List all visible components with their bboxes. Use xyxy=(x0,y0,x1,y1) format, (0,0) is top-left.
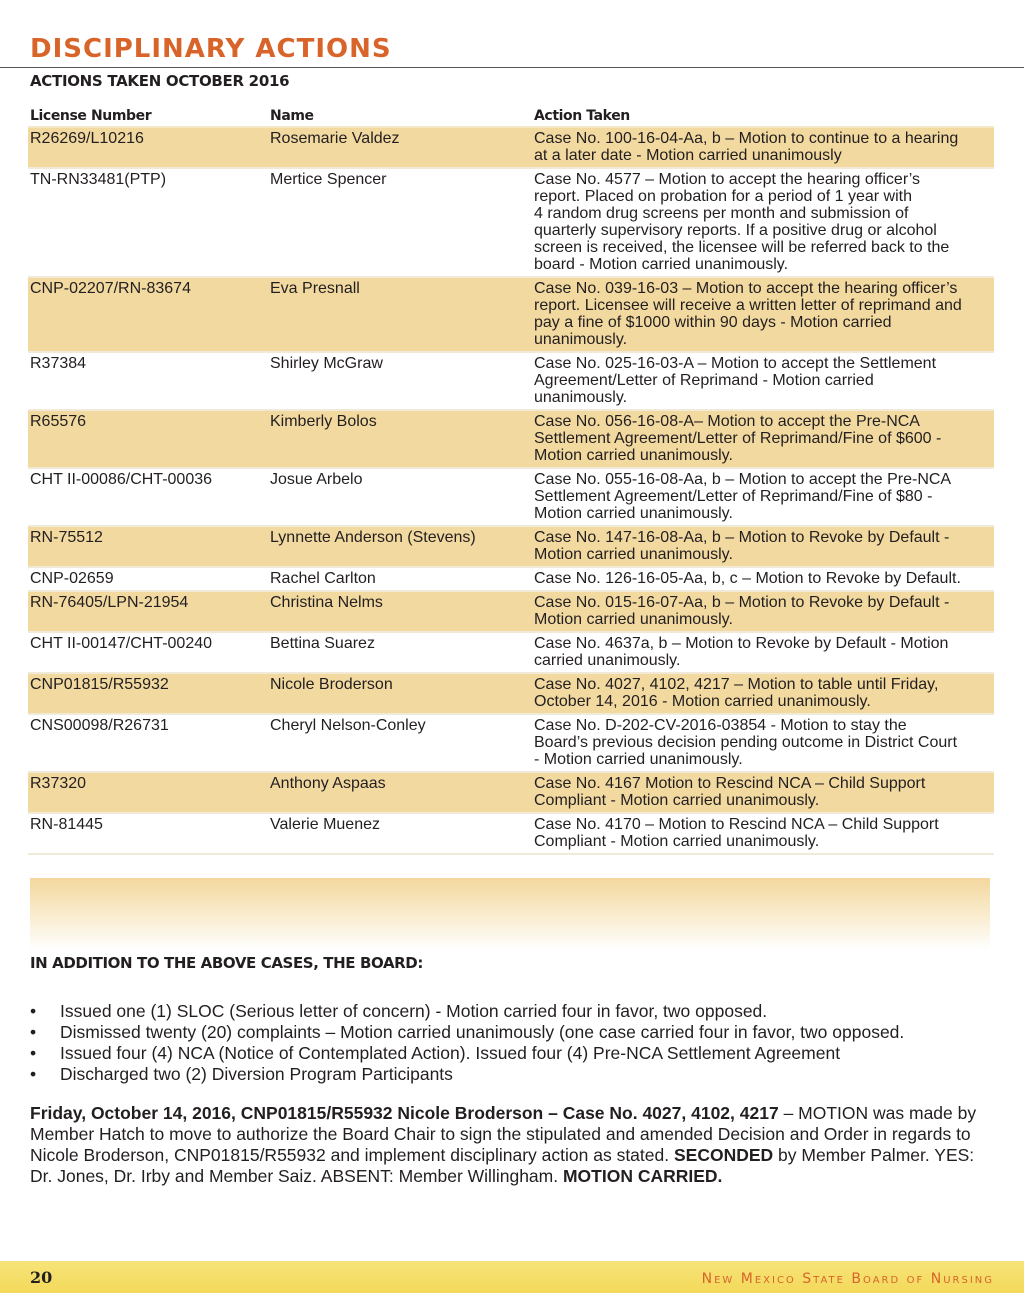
table-row xyxy=(28,411,994,469)
section-subtitle: ACTIONS TAKEN OCTOBER 2016 xyxy=(30,72,290,90)
name-cell: Christina Nelms xyxy=(270,594,383,611)
action-cell: Case No. 4170 – Motion to Rescind NCA – Child Support Compliant - Motion carried unanimously. xyxy=(534,816,939,850)
bullet-marker: • xyxy=(30,1043,37,1063)
table-row xyxy=(28,592,994,633)
list-item xyxy=(30,1001,904,1022)
license-cell: CNP-02207/RN-83674 xyxy=(30,280,191,297)
license-cell: RN-76405/LPN-21954 xyxy=(30,594,189,611)
list-item xyxy=(30,1043,904,1064)
table-row xyxy=(28,674,994,715)
license-cell: CNP-02659 xyxy=(30,570,114,587)
name-cell: Anthony Aspaas xyxy=(270,775,386,792)
name-cell: Nicole Broderson xyxy=(270,676,393,693)
name-cell: Mertice Spencer xyxy=(270,171,387,188)
action-cell: Case No. 4027, 4102, 4217 – Motion to table until Friday, October 14, 2016 - Motion carried unanimously. xyxy=(534,676,939,710)
name-cell: Shirley McGraw xyxy=(270,355,383,372)
license-cell: R37320 xyxy=(30,775,87,792)
license-cell: R26269/L10216 xyxy=(30,130,144,147)
action-cell: Case No. 015-16-07-Aa, b – Motion to Revoke by Default - Motion carried unanimously. xyxy=(534,594,950,628)
action-cell: Case No. 4167 Motion to Rescind NCA – Child Support Compliant - Motion carried unanimously. xyxy=(534,775,926,809)
list-item-text: Dismissed twenty (20) complaints – Motion carried unanimously (one case carried four in favor, two opposed. xyxy=(60,1022,905,1042)
title-divider xyxy=(0,67,1024,68)
bullet-marker: • xyxy=(30,1022,37,1042)
friday-text-part1: – MOTION was made by Member Hatch to move to authorize the Board Chair to sign the stipulated and amended Decision and Order in regards to Nicole Broderson, CNP01815/R55932 and implement disciplinary action as stated. xyxy=(30,1103,977,1165)
column-header-license: License Number xyxy=(30,108,152,124)
action-cell: Case No. 4577 – Motion to accept the hearing officer’s report. Placed on probation for a period of 1 year with 4 random drug screens per month and submission of quarterly supervisory reports. If a positive drug or alcohol screen is received, the licensee will be referred back to the board - Motion carried unanimously. xyxy=(534,171,950,273)
page-title: DISCIPLINARY ACTIONS xyxy=(30,34,392,64)
table-row xyxy=(28,568,994,592)
list-item-text: Discharged two (2) Diversion Program Participants xyxy=(60,1064,453,1084)
license-cell: R65576 xyxy=(30,413,87,430)
name-cell: Lynnette Anderson (Stevens) xyxy=(270,529,476,546)
name-cell: Valerie Muenez xyxy=(270,816,380,833)
table-row xyxy=(28,169,994,278)
friday-motion-paragraph xyxy=(30,1103,998,1187)
table-header xyxy=(28,108,994,128)
table-row xyxy=(28,773,994,814)
action-cell: Case No. 039-16-03 – Motion to accept the hearing officer’s report. Licensee will receive a written letter of reprimand and pay a fine of $1000 within 90 days - Motion carried unanimously. xyxy=(534,280,962,348)
list-item-text: Issued four (4) NCA (Notice of Contemplated Action). Issued four (4) Pre-NCA Settlement Agreement xyxy=(60,1043,841,1063)
license-cell: R37384 xyxy=(30,355,87,372)
name-cell: Rosemarie Valdez xyxy=(270,130,400,147)
name-cell: Kimberly Bolos xyxy=(270,413,377,430)
list-item xyxy=(30,1064,904,1085)
table-row xyxy=(28,278,994,353)
license-cell: RN-81445 xyxy=(30,816,103,833)
license-cell: RN-75512 xyxy=(30,529,103,546)
action-cell: Case No. D-202-CV-2016-03854 - Motion to stay the Board’s previous decision pending outcome in District Court - Motion carried unanimously. xyxy=(534,717,958,768)
name-cell: Rachel Carlton xyxy=(270,570,376,587)
table-row xyxy=(28,633,994,674)
additional-actions-heading: IN ADDITION TO THE ABOVE CASES, THE BOARD: xyxy=(30,954,423,972)
action-cell: Case No. 055-16-08-Aa, b – Motion to accept the Pre-NCA Settlement Agreement/Letter of Reprimand/Fine of $80 - Motion carried unanimously. xyxy=(534,471,952,522)
name-cell: Josue Arbelo xyxy=(270,471,363,488)
table-row xyxy=(28,469,994,527)
table-body xyxy=(28,128,994,855)
table-row xyxy=(28,527,994,568)
bullet-marker: • xyxy=(30,1064,37,1084)
column-header-name: Name xyxy=(270,108,314,124)
friday-lead: Friday, October 14, 2016, CNP01815/R55932 Nicole Broderson – Case No. 4027, 4102, 4217 xyxy=(30,1103,779,1123)
license-cell: CNS00098/R26731 xyxy=(30,717,169,734)
motion-carried-label: MOTION CARRIED. xyxy=(562,1166,723,1186)
license-cell: CHT II-00147/CHT-00240 xyxy=(30,635,213,652)
action-cell: Case No. 4637a, b – Motion to Revoke by Default - Motion carried unanimously. xyxy=(534,635,949,669)
name-cell: Eva Presnall xyxy=(270,280,360,297)
decorative-gradient-panel xyxy=(30,878,990,950)
page-number: 20 xyxy=(30,1268,53,1287)
footer-organization: New Mexico State Board of Nursing xyxy=(701,1271,994,1287)
table-row xyxy=(28,715,994,773)
list-item xyxy=(30,1022,904,1043)
license-cell: TN-RN33481(PTP) xyxy=(30,171,167,188)
column-header-action: Action Taken xyxy=(534,108,630,124)
table-row xyxy=(28,128,994,169)
license-cell: CNP01815/R55932 xyxy=(30,676,169,693)
action-cell: Case No. 056-16-08-A– Motion to accept the Pre-NCA Settlement Agreement/Letter of Reprimand/Fine of $600 - Motion carried unanimously. xyxy=(534,413,942,464)
action-cell: Case No. 025-16-03-A – Motion to accept the Settlement Agreement/Letter of Reprimand - Motion carried unanimously. xyxy=(534,355,937,406)
actions-table xyxy=(28,108,994,855)
table-row xyxy=(28,814,994,855)
table-row xyxy=(28,353,994,411)
friday-text-part2: by Member Palmer. YES: Dr. Jones, Dr. Irby and Member Saiz. ABSENT: Member Willingham. xyxy=(30,1145,975,1186)
name-cell: Cheryl Nelson-Conley xyxy=(270,717,426,734)
license-cell: CHT II-00086/CHT-00036 xyxy=(30,471,213,488)
action-cell: Case No. 100-16-04-Aa, b – Motion to continue to a hearing at a later date - Motion carried unanimously xyxy=(534,130,959,164)
additional-actions-list xyxy=(30,1001,904,1085)
action-cell: Case No. 147-16-08-Aa, b – Motion to Revoke by Default - Motion carried unanimously. xyxy=(534,529,950,563)
list-item-text: Issued one (1) SLOC (Serious letter of concern) - Motion carried four in favor, two opposed. xyxy=(60,1001,768,1021)
seconded-label: SECONDED xyxy=(673,1145,774,1165)
bullet-marker: • xyxy=(30,1001,37,1021)
name-cell: Bettina Suarez xyxy=(270,635,375,652)
action-cell: Case No. 126-16-05-Aa, b, c – Motion to Revoke by Default. xyxy=(534,570,961,587)
